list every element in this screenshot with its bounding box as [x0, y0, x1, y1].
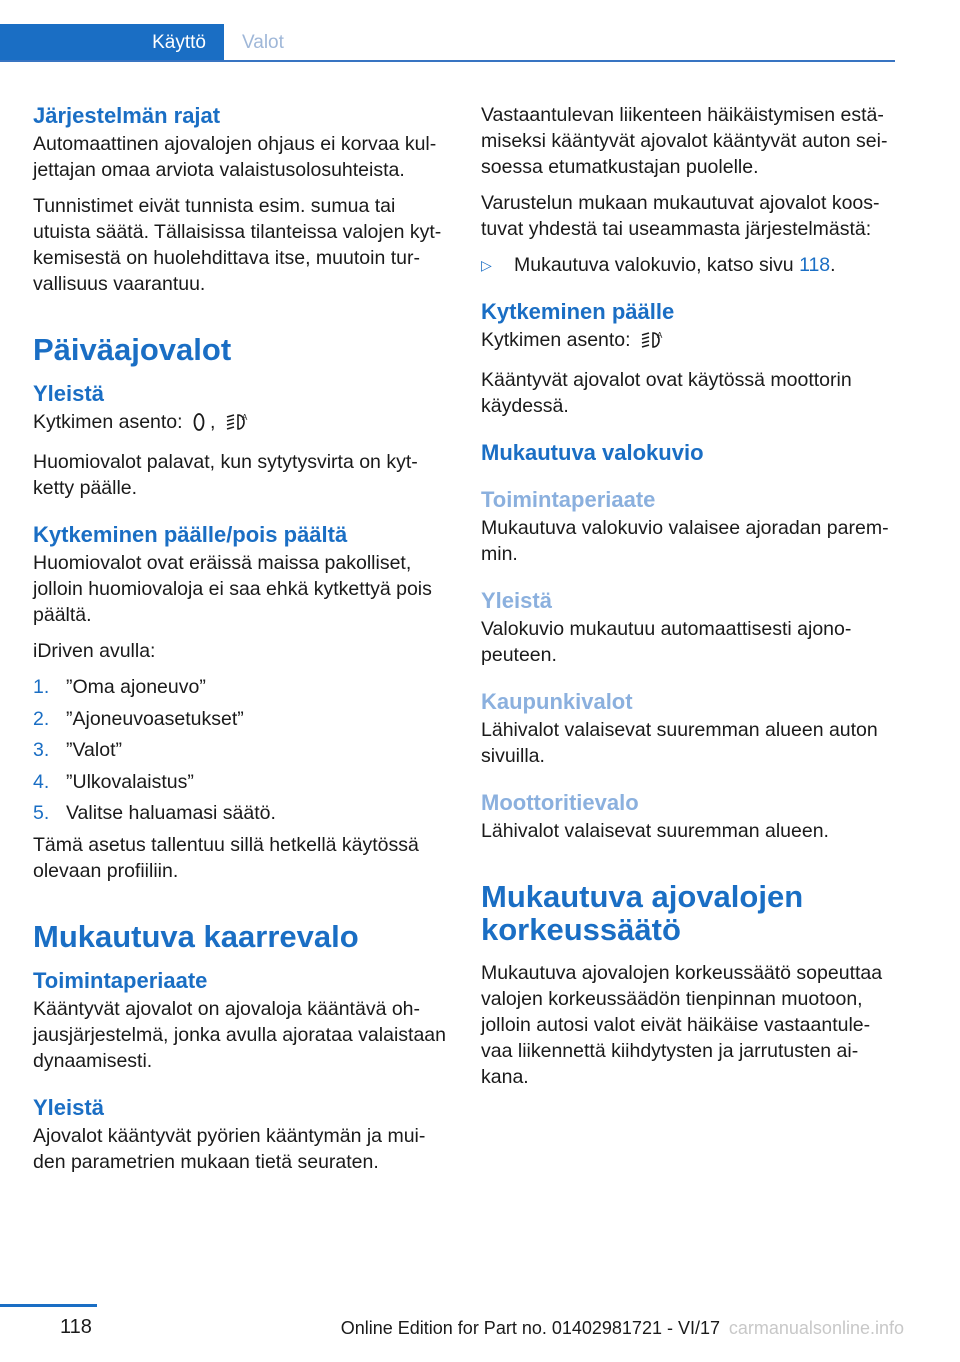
paragraph: Valokuvio mukautuu automaattisesti ajono-peuteen.	[481, 618, 852, 666]
chapter-title-height-adjustment: Mukautuva ajovalojen korkeussäätö	[481, 879, 804, 947]
page-number: 118	[60, 1316, 92, 1338]
switch-position-line	[481, 327, 896, 357]
right-column	[481, 102, 896, 1100]
switch-position-line	[33, 409, 448, 439]
list-item: 5. Valitse haluamasi säätö.	[33, 802, 276, 824]
comma: ,	[210, 411, 216, 433]
paragraph: Lähivalot valaisevat suuremman alueen auton sivuilla.	[481, 719, 878, 767]
auto-headlight-icon	[640, 330, 666, 357]
parking-light-icon	[192, 412, 206, 439]
paragraph: Lähivalot valaisevat suuremman alueen.	[481, 820, 829, 842]
subsection-title-principle: Toimintaperiaate	[481, 487, 656, 512]
paragraph: Kääntyvät ajovalot ovat käytössä moottorin käydessä.	[481, 369, 852, 417]
chapter-title-daylights: Päiväajovalot	[33, 332, 232, 367]
svg-text:A: A	[657, 331, 663, 340]
paragraph: Huomiovalot palavat, kun sytytysvirta on kyt-ketty päälle.	[33, 451, 418, 499]
list-item: 3. ”Valot”	[33, 739, 122, 761]
section-title-system-limits: Järjestelmän rajat	[33, 103, 221, 128]
header-divider	[0, 60, 895, 62]
paragraph: Ajovalot kääntyvät pyörien kääntymän ja mui-den parametrien mukaan tietä seuraten.	[33, 1125, 426, 1173]
switch-label: Kytkimen asento:	[33, 411, 183, 433]
list-item: ▷ Mukautuva valokuvio, katso sivu 118.	[481, 254, 836, 276]
footer-divider	[0, 1304, 97, 1307]
section-title-adaptive-pattern: Mukautuva valokuvio	[481, 440, 704, 465]
section-title-principle: Toimintaperiaate	[33, 968, 208, 993]
edition-note: Online Edition for Part no. 01402981721 - VI/17	[340, 1318, 720, 1338]
idrive-steps-list	[33, 674, 448, 826]
page-link[interactable]: 118	[799, 254, 831, 276]
svg-text:A: A	[241, 413, 248, 422]
section-title-on-off: Kytkeminen päälle/pois päältä	[33, 522, 348, 547]
section-title-switch-on: Kytkeminen päälle	[481, 299, 675, 324]
list-item: 1. ”Oma ajoneuvo”	[33, 676, 206, 698]
list-item: 4. ”Ulkovalaistus”	[33, 770, 194, 793]
paragraph: Kääntyvät ajovalot on ajovaloja kääntävä oh-jausjärjestelmä, jonka avulla ajorataa valaistaan dynaamisesti.	[33, 998, 446, 1072]
tab-valot[interactable]: Valot	[242, 32, 284, 53]
paragraph: Mukautuva valokuvio valaisee ajoradan parem-min.	[481, 517, 889, 565]
auto-headlight-icon	[225, 412, 251, 439]
chapter-title-curve-light: Mukautuva kaarrevalo	[33, 919, 359, 954]
subsection-title-city-lights: Kaupunkivalot	[481, 689, 633, 714]
triangle-bullet-icon: ▷	[481, 257, 492, 273]
subsection-title-general: Yleistä	[481, 588, 552, 613]
paragraph: Tämä asetus tallentuu sillä hetkellä käytössä olevaan profiiliin.	[33, 834, 419, 882]
left-column	[33, 102, 448, 1185]
watermark: carmanualsonline.info	[728, 1318, 904, 1338]
section-title-general: Yleistä	[33, 381, 104, 406]
section-title-general-2: Yleistä	[33, 1095, 104, 1120]
paragraph: Vastaantulevan liikenteen häikäistymisen estä-miseksi kääntyvät ajovalot kääntyvät auton sei-soessa etumatkustajan puolelle.	[481, 104, 888, 178]
paragraph: Huomiovalot ovat eräissä maissa pakolliset, jolloin huomiovaloja ei saa ehkä kytkettyä pois päältä.	[33, 552, 432, 626]
paragraph: iDriven avulla:	[33, 640, 156, 662]
paragraph: Varustelun mukaan mukautuvat ajovalot koos-tuvat yhdestä tai useammasta järjestelmästä:	[481, 192, 880, 240]
paragraph: Automaattinen ajovalojen ohjaus ei korvaa kul-jettajan omaa arviota valaistusolosuhteista.	[33, 133, 437, 181]
subsection-title-motorway-light: Moottoritievalo	[481, 790, 639, 815]
paragraph: Mukautuva ajovalojen korkeussäätö sopeuttaa valojen korkeussäädön tienpinnan muotoon, jolloin autosi valot eivät häikäise vastaantule-vaa liikennettä kiihdytysten ja jarrutusten ai-kana.	[481, 962, 883, 1088]
page-header	[0, 24, 895, 62]
tab-kaytto[interactable]: Käyttö	[0, 24, 224, 62]
list-item: 2. ”Ajoneuvoasetukset”	[33, 707, 244, 730]
switch-label: Kytkimen asento:	[481, 329, 631, 351]
paragraph: Tunnistimet eivät tunnista esim. sumua tai utuista säätä. Tällaisissa tilanteissa valojen kyt-kemisestä on huolehdittava itse, muutoin tur-vallisuus vaarantuu.	[33, 195, 442, 295]
